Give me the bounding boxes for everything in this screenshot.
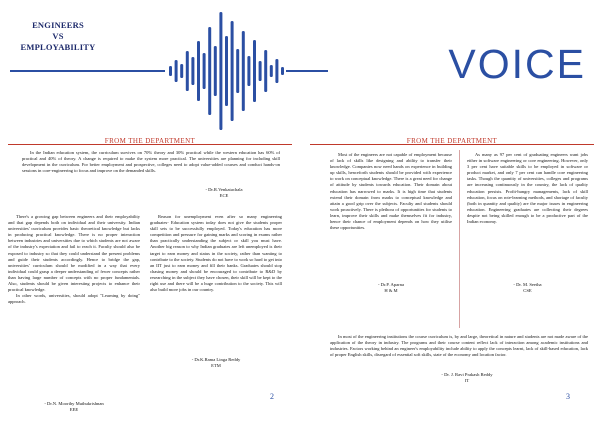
column-3-author: - Dr.P. Aparna <box>377 282 405 287</box>
soundwave-bar <box>236 49 239 93</box>
soundwave-bar <box>214 46 217 96</box>
intro-signature <box>168 187 280 199</box>
page-number-3: 3 <box>566 392 570 401</box>
section-heading-page3: FROM THE DEPARTMENT <box>406 137 498 145</box>
column-1-author: - Dr.N. Moorthy Muthukrishnan <box>44 401 104 406</box>
column-4-dept: CSE <box>523 288 532 294</box>
masthead-line-left <box>10 70 165 72</box>
bottom-author: - Dr. J. Ravi Prakash Reddy <box>441 372 493 377</box>
soundwave-bar <box>231 21 234 121</box>
column-2 <box>150 214 282 293</box>
soundwave-bar <box>242 31 245 111</box>
soundwave-bar <box>175 60 178 82</box>
column-2-dept: ETM <box>211 363 221 369</box>
column-3 <box>330 152 452 231</box>
masthead-title <box>8 20 108 53</box>
soundwave-bar <box>186 51 189 91</box>
intro-dept: ECE <box>219 193 229 199</box>
column-4 <box>467 152 588 225</box>
masthead-line-right <box>286 70 328 72</box>
column-3-paragraph-1: Most of the engineers are not capable of employment because of lack of skills like designing and ability to transfer their knowledge. Companies now need hands on experience in building up skills, henceforth students should be provided with experience to work on conceptual knowledge. There is a great need for change of attitude by students towards education. Their domain about education has narrowed to marks. It is high time that students extend their domain from marks to conceptual knowledge and attain a good grip over the subjects. Faculty and students should work proactively. There is plethora of opportunities for students to learn, improve their skills and make themselves fit for industry, hence their chance of employment depends on how they utilise these opportunities. <box>330 152 452 231</box>
column-3-signature <box>330 282 452 294</box>
soundwave-bar <box>219 12 222 130</box>
soundwave-bar <box>275 59 278 83</box>
column-2-author: - Dr.K.Rama Linga Reddy <box>191 357 241 362</box>
bottom-paragraph <box>330 334 588 358</box>
intro-author: - Dr.R.Venkatachala <box>205 187 243 192</box>
soundwave-bar <box>264 50 267 92</box>
column-1-paragraph-1: There's a growing gap between engineers and their employability and that gap depends both on individual and their university. Indian universities' curriculum provides basic theoretical knowledge but lacks in producing practical knowledge. There is no proper interaction between industries and universities due to which students are not aware of the industry's expectation and fail to reach it. Faculty should also be exposed to industry so that they could understand the present problems and guide their students accordingly. Hence to bridge the gap, universities' curriculum should be modified in a way that every individual could grasp a deeper understanding of fewer concepts rather than having large number of concepts with no proper fundamentals. Also, students should be given interesting projects to enhance their practical knowledge. <box>8 214 140 293</box>
section-heading-page2: FROM THE DEPARTMENT <box>104 137 196 145</box>
column-3-dept: H & M <box>384 288 398 294</box>
column-1 <box>8 214 140 305</box>
voice-wordmark: VOICE <box>448 41 586 87</box>
column-4-paragraph-1: As many as 97 per cent of graduating engineers want jobs either in software engineering or core engineering. However, only 3 per cent have suitable skills to be employed in software or product market, and only 7 per cent can handle core engineering tasks. Though the quantity of universities, colleges and programs are increasing continuously in the country, the lack of quality education persists. Profit-hungry managements, lack of skill education, focus on rote-learning methods, and shortage of faculty (both in quantity and quality) are the major issues in engineering education. Engineering graduates are collecting their degrees despite not being skilled enough to be a productive part of the Indian economy. <box>467 152 588 225</box>
intro-paragraph <box>22 150 280 174</box>
column-divider <box>459 150 460 328</box>
soundwave-bar <box>197 41 200 101</box>
bottom-dept: IT <box>464 378 470 384</box>
soundwave-bar <box>253 40 256 102</box>
intro-text: In the Indian education system, the curriculum survives on 70% theory and 30% practical while the western education has 60% of practical and 40% of theory. A change is required to make the system more practical. The universities are planning for including skill development in the curriculum. For better employment and prospective, colleges need to adopt value-added courses and conduct hands-on sessions in core-engineering to focus and improve on the demanded skills. <box>22 150 280 174</box>
masthead-title-line1: ENGINEERS <box>32 20 84 30</box>
bottom-signature <box>392 372 542 384</box>
column-1-signature <box>8 401 140 413</box>
soundwave-bar <box>203 53 206 89</box>
column-2-signature <box>150 357 282 369</box>
soundwave-bar <box>191 57 194 85</box>
soundwave-bar <box>259 61 262 81</box>
soundwave-bar <box>270 65 273 77</box>
column-4-signature <box>467 282 588 294</box>
masthead-title-line3: EMPLOYABILITY <box>20 42 96 52</box>
soundwave-bar <box>208 27 211 115</box>
bottom-text: In most of the engineering institutions the course curriculum is, by and large, theoretical in nature and students are not made aware of the application of the theory in industry. The programs and their course content reflect lack of interaction among academic institutions and industries. Factors working behind an engineer's employability include ability to apply the concepts learnt, lack of skill-based education, lack of proper English skills, disregard of essential soft skills, state of the economy and location factor. <box>330 334 588 358</box>
column-4-author: - Dr. M. Seetha <box>513 282 542 287</box>
soundwave-bar <box>247 56 250 86</box>
soundwave-bar <box>225 36 228 106</box>
soundwave-bar <box>281 67 284 75</box>
soundwave-bar <box>180 64 183 78</box>
column-1-dept: EEE <box>69 407 79 413</box>
soundwave-bar <box>169 66 172 76</box>
masthead-title-line2: VS <box>52 31 64 41</box>
soundwave-icon <box>165 5 287 137</box>
column-1-paragraph-2: In other words, universities, should adopt "Learning by doing" approach. <box>8 293 140 305</box>
page-number-2: 2 <box>270 392 274 401</box>
column-2-paragraph-1: Reason for unemployment even after so many engineering graduates- Education system today does not give the students proper skill sets to be successfully employed. Today's education has more competition and pressure for gaining marks and scoring in exams rather than practically understanding the subject or skill you must have. Another big reason to why Indian graduates are left unemployed is their target to earn money and status in the society, rather than wanting to contribute to the society. Students do not have to work so hard to get into an IIT just to earn money and fill their banks. Graduates should stop chasing money and should be encouraged to contribute to R&D by researching in the subject they have chosen, their skill will be kept to the right use and there will be a huge contribution to the society. This will also build more jobs in our country. <box>150 214 282 293</box>
